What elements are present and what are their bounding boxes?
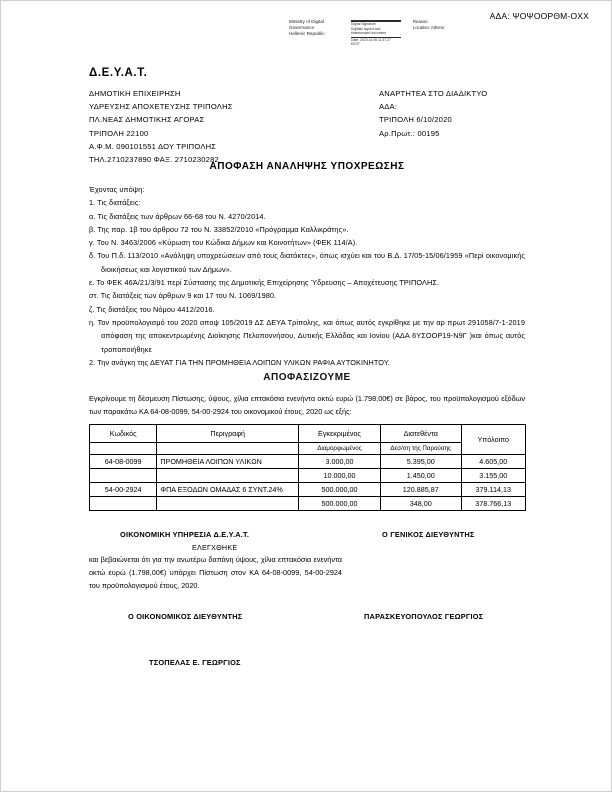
column-header-allocated: Διατεθέντα [380,425,461,443]
emblem-line-1: Ministry of Digital [289,19,324,24]
clause-item: δ. Του Π.δ. 113/2010 «Ανάληψη υποχρεώσεων από τους διατάκτες», όπως ισχύει και του Β.Δ. 17/05-15/06/1959 «Περί οικονομικής διοικήσεως και λογιστικού των Δήμων». [89,251,525,274]
table-row [90,483,526,497]
cell-allocated: 1.450,00 [380,469,461,483]
ada-code-header: ΑΔΑ: ΨΟΨΟΟΡΘΜ-ΟΧΧ [489,11,589,21]
cell-balance: 4.605,00 [461,455,525,469]
cell-description: ΠΡΟΜΗΘΕΙΑ ΛΟΙΠΩΝ ΥΛΙΚΩΝ [157,455,299,469]
org-line: ΤΡΙΠΟΛΗ 22100 [89,128,149,138]
table-row [90,469,526,483]
clause-item: ε. Το ΦΕΚ 46Ά/21/3/91 περί Σύστασης της Δημοτικής Επιχείρησης Ύδρευσης – Αποχέτευσης ΤΡΙΠΟΛΗΣ. [89,278,440,288]
emblem-sig-line-5: EEST [351,42,360,46]
organization-title: Δ.Ε.Υ.Α.Τ. [89,67,148,79]
cell-code: 64-08-0099 [90,455,157,469]
digital-signature-emblem [289,19,459,49]
certification-paragraph [89,553,342,593]
subheader-allocated: Δεσ/ση της Παρούσης [380,443,461,455]
organization-address-block [89,87,233,166]
intro-text: Έχοντας υπόψη: [89,185,145,194]
emblem-ministry-text [289,19,347,38]
clause-item: β. Της παρ. 1β του άρθρου 72 του Ν. 33852/2010 «Πρόγραμμα Καλλικράτης». [89,224,349,234]
decision-heading: ΑΠΟΦΑΣΙΖΟΥΜΕ [263,372,351,383]
clause-item: α. Τις διατάξεις των άρθρων 66-68 του Ν. 4270/2014. [89,211,266,221]
column-header-description: Περιγραφή [157,425,299,443]
column-header-code: Κωδικός [90,425,157,443]
signature-checked-label: ΕΛΕΓΧΘΗΚΕ [192,543,238,552]
clause-item: στ. Τις διατάξεις των άρθρων 9 και 17 του Ν. 1069/1980. [89,291,277,301]
publication-line: ΤΡΙΠΟΛΗ 6/10/2020 [379,115,452,125]
org-line: ΤΗΛ.2710237890 ΦΑΞ. 2710230282 [89,155,219,165]
cell-description [157,469,299,483]
emblem-sig-line-3: timestamped document [351,31,387,35]
org-line: ΥΔΡΕΥΣΗΣ ΑΠΟΧΕΤΕΥΣΗΣ ΤΡΙΠΟΛΗΣ [89,102,233,112]
cell-approved: 500.000,00 [299,497,381,511]
signature-right-title: Ο ΓΕΝΙΚΟΣ ΔΙΕΥΘΥΝΤΗΣ [382,530,475,539]
emblem-line-2: Governance [289,25,315,31]
emblem-line-3: Hellenic Republic [289,31,325,37]
cell-code [90,497,157,511]
cell-balance: 3.155,00 [461,469,525,483]
emblem-location: Location: Athens [413,25,444,31]
signature-left-role: Ο ΟΙΚΟΝΟΜΙΚΟΣ ΔΙΕΥΘΥΝΤΗΣ [128,612,243,621]
cell-approved: 3.000,00 [299,455,381,469]
table-header-row [90,425,526,443]
emblem-sig-line-4: Date: 2020.10.06 11:37:27 [351,38,391,42]
signature-left-name: ΤΣΟΠΕΛΑΣ Ε. ΓΕΩΡΓΙΟΣ [149,658,241,667]
clause-item: 1. Τις διατάξεις: [89,198,141,208]
document-title: ΑΠΟΦΑΣΗ ΑΝΑΛΗΨΗΣ ΥΠΟΧΡΕΩΣΗΣ [209,161,405,172]
approval-text: Εγκρίνουμε τη δέσμευση Πίστωσης, ύψους, χίλια επτακόσια ενενήντα οκτώ ευρώ (1.798,00€) σε βάρος, του προϋπολογισμού εξόδων των παρακάτω ΚΑ 64-08-0099, 54-00-2924 του οικονομικού έτους, 2020 ως εξής: [89,394,525,417]
cell-balance: 378.766,13 [461,497,525,511]
org-line: ΠΛ.ΝΕΑΣ ΔΗΜΟΤΙΚΗΣ ΑΓΟΡΑΣ [89,115,205,125]
cell-allocated: 120.885,87 [380,483,461,497]
publication-line: ΑΝΑΡΤΗΤΕΑ ΣΤΟ ΔΙΑΔΙΚΤΥΟ [379,89,488,98]
table-row [90,455,526,469]
signature-right-name: ΠΑΡΑΣΚΕΥΟΠΟΥΛΟΣ ΓΕΩΡΓΙΟΣ [364,612,484,621]
emblem-sig-line-2: Digitally signed and [351,26,381,31]
publication-info-block [379,87,487,140]
cell-approved: 500.000,00 [299,483,381,497]
table-row [90,497,526,511]
cell-allocated: 5.395,00 [380,455,461,469]
cell-description: ΦΠΑ ΕΞΟΔΩΝ ΟΜΑΔΑΣ 6 ΣΥΝΤ.24% [157,483,299,497]
org-line: ΔΗΜΟΤΙΚΗ ΕΠΙΧΕΙΡΗΣΗ [89,89,181,98]
signature-left-title: ΟΙΚΟΝΟΜΙΚΗ ΥΠΗΡΕΣΙΑ Δ.Ε.Υ.Α.Τ. [120,530,250,539]
subheader-description-blank [157,443,299,455]
budget-table [89,424,526,511]
publication-line: ΑΔΑ: [379,102,398,112]
clause-item: η. Τον προϋπολογισμό του 2020 απoψ 105/2019 ΔΣ ΔΕΥΑ Τρίπολης, και όπως αυτός εγκρίθηκε με την αρ πρωτ 291058/7-1-2019 απόφαση της αποκεντρωμένης Διοίκησης Πελοποννήσου, Δυτικής Ελλάδας και Ιονίου (ΑΔΑ 6ΥΣΟΟΡ19-Ν9Γ )και όπως αυτός τροποποιήθηκε [89,317,525,354]
certification-text: και βεβαιώνεται ότι για την ανωτέρω δαπάνη ύψους, χίλια επτακόσια ενενήντα οκτώ ευρώ (1.798,00€) υπάρχει Πίστωση στον ΚΑ 64-08-0099, 54-00-2924 του προϋπολογισμού έτους, 2020. [89,555,342,591]
subheader-approved: Διαμορφωμένος [299,443,381,455]
cell-balance: 379.114,13 [461,483,525,497]
clause-item: γ. Του Ν. 3463/2006 «Κύρωση του Κώδικα Δήμων και Κοινοτήτων» (ΦΕΚ 114/Α). [89,238,358,248]
publication-line: Αρ.Πρωτ.: 00195 [379,128,440,138]
legal-basis-section [89,183,525,369]
emblem-signature-details [413,19,459,32]
emblem-sig-line-1: Digital Signature [351,22,376,26]
signature-barcode-icon [351,19,407,49]
cell-approved: 10.000,00 [299,469,381,483]
subheader-code-blank [90,443,157,455]
cell-code [90,469,157,483]
org-line: Α.Φ.Μ. 090101551 ΔΟΥ ΤΡΙΠΟΛΗΣ [89,141,217,151]
column-header-approved: Εγκεκριμένος [299,425,381,443]
clause-item: ζ. Τις διατάξεις του Νόμου 4412/2016. [89,304,215,314]
cell-allocated: 348,00 [380,497,461,511]
clause-item: 2. Την ανάγκη της ΔΕΥΑΤ ΓΙΑ ΤΗΝ ΠΡΟΜΗΘΕΙΑ ΛΟΙΠΩΝ ΥΛΙΚΩΝ ΡΑΦΙΑ ΑΥΤΟΚΙΝΗΤΟΥ. [89,357,391,367]
table-subheader-row [90,443,526,455]
column-header-balance: Υπόλοιπο [461,425,525,455]
cell-description [157,497,299,511]
emblem-reason: Reason: [413,19,429,24]
cell-code: 54-00-2924 [90,483,157,497]
approval-paragraph [89,392,525,419]
